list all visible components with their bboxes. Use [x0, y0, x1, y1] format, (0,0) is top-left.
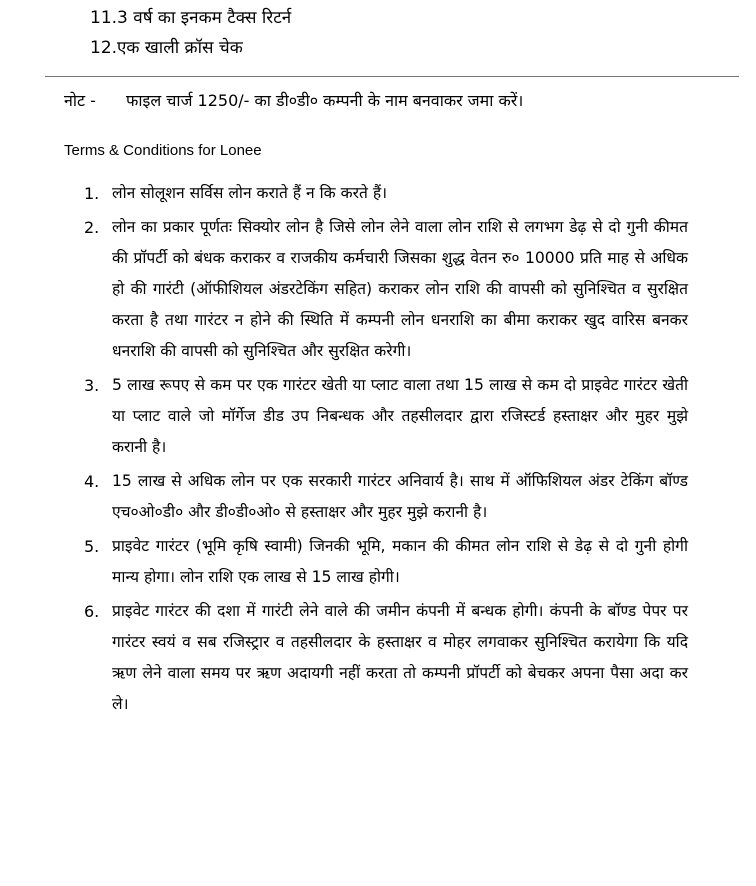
term-number: 3.: [84, 376, 100, 395]
terms-list: [0, 178, 756, 723]
note-line: [64, 89, 523, 113]
term-text: 5 लाख रूपए से कम पर एक गारंटर खेती या प्लाट वाला तथा 15 लाख से कम दो प्राइवेट गारंटर खेती या प्लाट वाले जो मॉर्गेज डीड उप निबन्धक और तहसीलदार द्वारा रजिस्टर्ड हस्ताक्षर और मुहर मुझे करानी है।: [112, 376, 688, 456]
term-text: प्राइवेट गारंटर की दशा में गारंटी लेने वाले की जमीन कंपनी में बन्धक होगी। कंपनी के बॉण्ड पेपर पर गारंटर स्वयं व सब रजिस्ट्रार व तहसीलदार के हस्ताक्षर व मोहर लगवाकर सुनिश्चित करायेगा कि यदि ऋण लेने वाला समय पर ऋण अदायगी नहीं करता तो कम्पनी प्रॉपर्टी को बेचकर अपना पैसा अदा कर ले।: [112, 602, 688, 713]
term-number: 6.: [84, 602, 100, 621]
horizontal-divider: [45, 76, 739, 77]
term-item: [0, 466, 756, 528]
note-label: नोट -: [64, 91, 96, 110]
terms-heading: Terms & Conditions for Lonee: [64, 142, 262, 159]
term-text: 15 लाख से अधिक लोन पर एक सरकारी गारंटर अनिवार्य है। साथ में ऑफिशियल अंडर टेकिंग बॉण्ड एच०ओ०डी० और डी०डी०ओ० से हस्ताक्षर और मुहर मुझे करानी है।: [112, 472, 688, 521]
term-number: 5.: [84, 537, 100, 556]
term-number: 2.: [84, 218, 100, 237]
term-item: [0, 178, 756, 209]
term-number: 1.: [84, 184, 100, 203]
document-list-item: 11.3 वर्ष का इनकम टैक्स रिटर्न: [90, 8, 292, 28]
document-list-item: 12.एक खाली क्रॉस चेक: [90, 38, 243, 58]
term-item: [0, 370, 756, 463]
term-item: [0, 596, 756, 720]
note-text: फाइल चार्ज 1250/- का डी०डी० कम्पनी के नाम बनवाकर जमा करें।: [126, 91, 524, 110]
term-text: लोन सोलूशन सर्विस लोन कराते हैं न कि करते हैं।: [112, 184, 388, 202]
term-text: लोन का प्रकार पूर्णतः सिक्योर लोन है जिसे लोन लेने वाला लोन राशि से लगभग डेढ़ से दो गुनी कीमत की प्रॉपर्टी को बंधक कराकर व राजकीय कर्मचारी जिसका शुद्ध वेतन रु० 10000 प्रति माह से अधिक हो की गारंटी (ऑफीशियल अंडरटेकिंग सहित) कराकर लोन राशि की वापसी को सुनिश्चित व सुरक्षित करता है तथा गारंटर न होने की स्थिति में कम्पनी लोन धनराशि का बीमा कराकर खुद वारिस बनकर धनराशि की वापसी को सुनिश्चित और सुरक्षित करेगी।: [112, 218, 688, 360]
term-number: 4.: [84, 472, 100, 491]
term-item: [0, 212, 756, 367]
term-item: [0, 531, 756, 593]
term-text: प्राइवेट गारंटर (भूमि कृषि स्वामी) जिनकी भूमि, मकान की कीमत लोन राशि से डेढ़ से दो गुनी होगी मान्य होगा। लोन राशि एक लाख से 15 लाख होगी।: [112, 537, 688, 586]
